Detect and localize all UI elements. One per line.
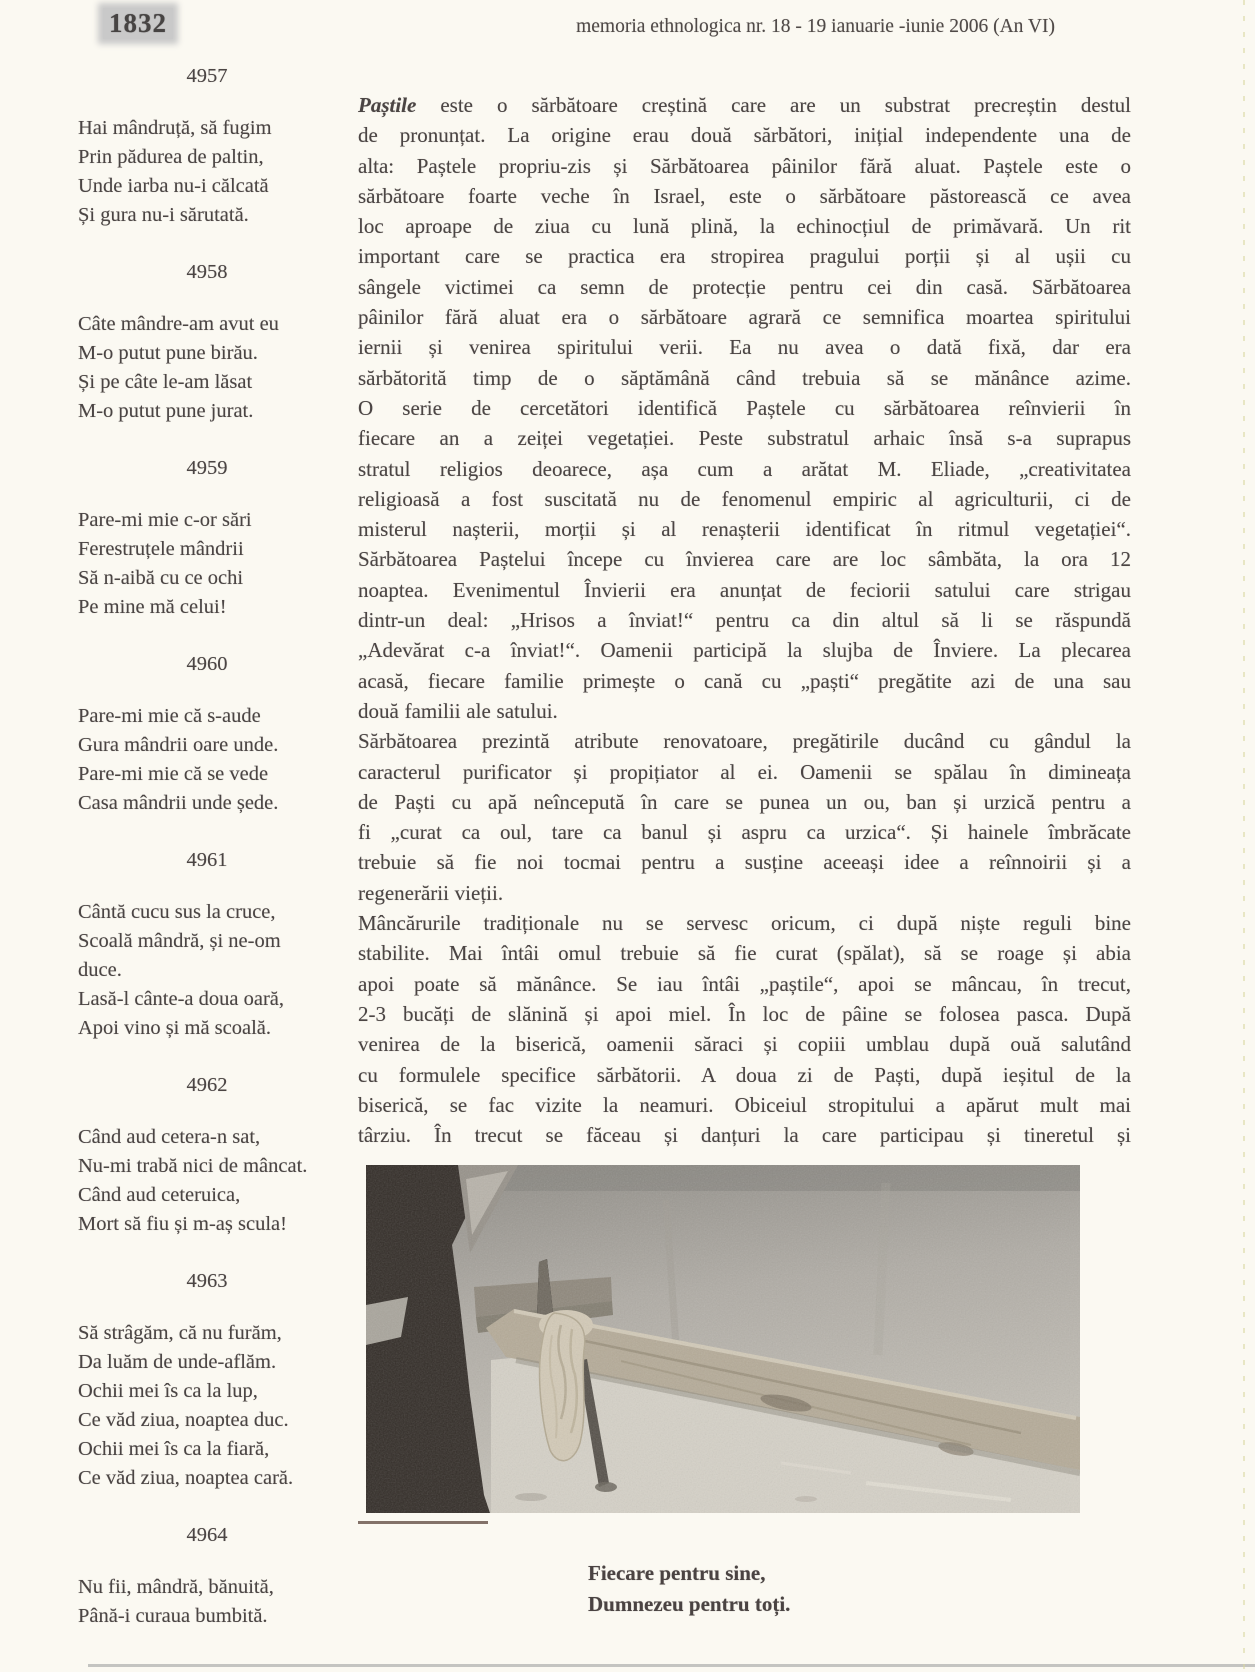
article-line: sângele victimei ca semn de protecție pentru cei din casă. Sărbătoarea [358, 274, 1131, 299]
article-line: cu formulele specifice sărbătorii. A doua zi de Paști, după ieșitul de la [358, 1062, 1131, 1087]
article-line: două familii ale satului. [358, 698, 558, 723]
poem-line: Pare-mi mie că s-aude [78, 705, 261, 727]
poem-line: Ferestruțele mândrii [78, 538, 244, 560]
poem-line: Da luăm de unde-aflăm. [78, 1351, 277, 1373]
poem-line: Pe mine mă celui! [78, 596, 227, 618]
article-line: important care se practica era stropirea pragului porții și al ușii cu [358, 244, 1131, 269]
article-line: Sărbătoarea prezintă atribute renovatoare, pregătirile ducând cu gândul la [358, 729, 1131, 754]
article-line: noaptea. Evenimentul Învierii era anunțat de feciorii satului care strigau [358, 577, 1131, 602]
scan-artifact-right-edge [1243, 0, 1245, 1672]
article-line: pâinilor fără aluat era o sărbătoare agrară ce semnifica moartea spiritului [358, 305, 1131, 330]
poem-4960 [78, 650, 336, 818]
poem-line: Când aud ceteruica, [78, 1184, 241, 1206]
poem-line: Casa mândrii unde șede. [78, 792, 279, 814]
article-line: loc aproape de ziua cu lună plină, la echinocțiul de primăvară. Un rit [358, 214, 1131, 239]
poem-line: Nu-mi trabă nici de mâncat. [78, 1155, 308, 1177]
poem-line: Să n-aibă cu ce ochi [78, 567, 244, 589]
article-line: fi „curat ca oul, tare ca banul și aspru ca urzica“. Și hainele îmbrăcate [358, 820, 1131, 845]
article-line: dintr-un deal: „Hrisos a înviat!“ pentru ca din altul să li se răspundă [358, 608, 1131, 633]
poem-line: M-o putut pune birău. [78, 342, 258, 364]
poem-line: Când aud cetera-n sat, [78, 1126, 261, 1148]
poem-number: 4961 [186, 849, 228, 871]
poem-line: Pare-mi mie că se vede [78, 763, 269, 785]
poem-line: Ochii mei îs ca la lup, [78, 1380, 258, 1402]
article-line: fiecare an a zeiței vegetației. Peste substratul arhaic însă s-a suprapus [358, 426, 1131, 451]
poem-number: 4960 [186, 653, 228, 675]
poem-4964 [78, 1521, 336, 1631]
photo-caption [588, 1558, 790, 1620]
folk-poems-column [78, 62, 336, 1659]
article-line: sărbătorită timp de o săptămână când trebuia să se mănânce azime. [358, 365, 1131, 390]
article-lead-word: Paștile [358, 93, 417, 117]
article-line: O serie de cercetători identifică Paștele cu sărbătoarea reînvierii în [358, 395, 1131, 420]
poem-4957 [78, 62, 336, 230]
page-number: 1832 [103, 8, 173, 39]
bw-photograph [366, 1165, 1080, 1513]
scan-artifact-bottom-line [88, 1664, 1255, 1667]
article-line: regenerării vieții. [358, 880, 504, 905]
poem-line: Ochii mei îs ca la fiară, [78, 1438, 270, 1460]
article-line: stratul religios deoarece, așa cum a arătat M. Eliade, „creativitatea [358, 456, 1131, 481]
poem-number: 4964 [186, 1524, 228, 1546]
article-line: alta: Paștele propriu-zis și Sărbătoarea pâinilor fără aluat. Paștele este o [358, 153, 1131, 178]
poem-line: Să strâgăm, că nu furăm, [78, 1322, 282, 1344]
poem-line: M-o putut pune jurat. [78, 400, 254, 422]
poem-line: Ce văd ziua, noaptea cară. [78, 1467, 294, 1489]
poem-line: duce. [78, 959, 122, 981]
article-line: „Adevărat c-a înviat!“. Oamenii participă la slujba de Înviere. La plecarea [358, 638, 1131, 663]
poem-4959 [78, 454, 336, 622]
article-line: Sărbătoarea Paștelui începe cu învierea care are loc sâmbăta, la ora 12 [358, 547, 1131, 572]
poem-line: Apoi vino și mă scoală. [78, 1017, 272, 1039]
article-line: stabilite. Mai întâi omul trebuie să fie curat (spălat), să se roage și abia [358, 941, 1131, 966]
article-line: trebuie să fie noi tocmai pentru a susține aceeași idee a reînnoirii și a [358, 850, 1131, 875]
article-line: caracterul purificator și propițiator al ei. Oamenii se spălau în dimineața [358, 759, 1131, 784]
poem-number: 4958 [186, 261, 228, 283]
article-line: venirea de la biserică, oamenii săraci și copiii umblau după ouă salutând [358, 1032, 1131, 1057]
poem-line: Prin pădurea de paltin, [78, 146, 264, 168]
poem-line: Ce văd ziua, noaptea duc. [78, 1409, 289, 1431]
poem-line: Unde iarba nu-i călcată [78, 175, 269, 197]
poem-4963 [78, 1267, 336, 1493]
journal-header-title: memoria ethnologica nr. 18 - 19 ianuarie -iunie 2006 (An VI) [576, 16, 1055, 37]
article-line: iernii și venirea spiritului verii. Ea nu avea o dată fixă, dar era [358, 335, 1131, 360]
photo-illustration [366, 1165, 1080, 1513]
photo-caption-line2: Dumnezeu pentru toți. [588, 1592, 791, 1616]
article-line: Paștile este o sărbătoare creștină care are un substrat precreștin destul [358, 93, 1131, 117]
poem-line: Și gura nu-i sărutată. [78, 204, 249, 226]
poem-line: Gura mândrii oare unde. [78, 734, 279, 756]
poem-line: Scoală mândră, și ne-om [78, 930, 281, 952]
article-line: apoi poate să mănânce. Se iau întâi „paștile“, apoi se mâncau, în trecut, [358, 971, 1131, 996]
article-line: misterul nașterii, morții și al renașterii identificat în ritmul vegetației“. [358, 517, 1131, 542]
poem-line: Până-i curaua bumbită. [78, 1605, 268, 1627]
poem-line: Hai mândruță, să fugim [78, 117, 272, 139]
poem-line: Nu fii, mândră, bănuită, [78, 1576, 274, 1598]
article-line: de Paști cu apă neîncepută în care se punea un ou, ban și urzică pentru a [358, 789, 1131, 814]
footnote-rule [358, 1521, 488, 1524]
poem-4961 [78, 846, 336, 1043]
poem-line: Lasă-l cânte-a doua oară, [78, 988, 285, 1010]
poem-number: 4959 [186, 457, 228, 479]
poem-4958 [78, 258, 336, 426]
poem-line: Pare-mi mie c-or sări [78, 509, 252, 531]
poem-line: Câte mândre-am avut eu [78, 313, 279, 335]
article-line: 2-3 bucăți de slănină și apoi miel. În loc de pâine se folosea pasca. După [358, 1001, 1131, 1026]
poem-4962 [78, 1071, 336, 1239]
article-line: de pronunțat. La origine erau două sărbători, inițial independente una de [358, 123, 1131, 148]
article-line: acasă, fiecare familie primește o cană cu „paști“ pregătite azi de una sau [358, 668, 1131, 693]
photo-caption-line1: Fiecare pentru sine, [588, 1561, 766, 1585]
article-text-column [358, 90, 1131, 1150]
article-line: târziu. În trecut se făceau și danțuri la care participau și tineretul și [358, 1123, 1131, 1148]
poem-number: 4957 [186, 65, 228, 87]
poem-line: Cântă cucu sus la cruce, [78, 901, 276, 923]
article-line: Mâncărurile tradiționale nu se servesc oricum, ci după niște reguli bine [358, 911, 1131, 936]
poem-number: 4963 [186, 1270, 228, 1292]
article-line: biserică, se fac vizite la neamuri. Obiceiul stropitului a apărut mult mai [358, 1092, 1131, 1117]
poem-line: Și pe câte le-am lăsat [78, 371, 253, 393]
poem-number: 4962 [186, 1074, 228, 1096]
article-line: sărbătoare foarte veche în Israel, este o sărbătoare păstorească ce avea [358, 183, 1131, 208]
photo-grain-overlay [366, 1165, 1080, 1513]
article-line: religioasă a fost suscitată nu de fenomenul empiric al agriculturii, ci de [358, 486, 1131, 511]
poem-line: Mort să fiu și m-aș scula! [78, 1213, 287, 1235]
